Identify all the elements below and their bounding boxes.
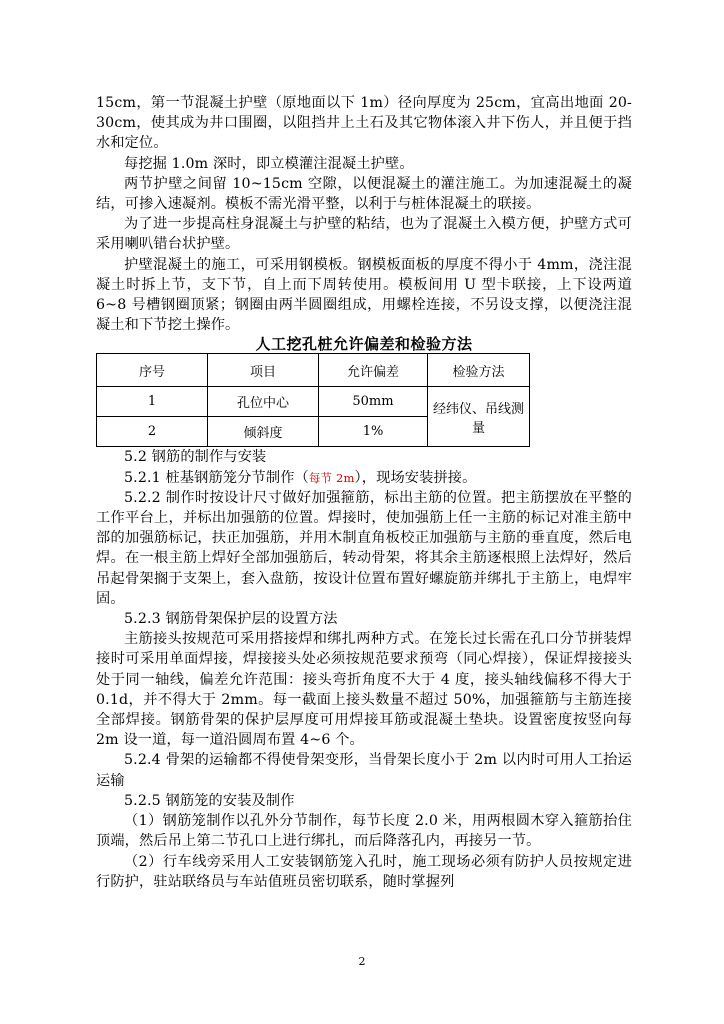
paragraph-5-2-4: 5.2.4 骨架的运输都不得使骨架变形，当骨架长度小于 2m 以内时可用人工抬运运输 [96,752,632,789]
text-5-2-1-after: ），现场安装拼接。 [354,469,477,486]
paragraph-casing-thickness: 15cm，第一节混凝土护壁（原地面以下 1m）径向厚度为 25cm，宜高出地面 20-30cm，使其成为井口围圈，以阻挡井上土石及其它物体滚入井下伤人，并且便于挡水和定位。 [96,95,632,152]
header-no: 序号 [97,354,208,387]
table-header-row [97,354,530,387]
cell-tolerance: 50mm [319,387,428,417]
header-item: 项目 [208,354,319,387]
header-method: 检验方法 [428,354,530,387]
table-row [97,387,530,417]
paragraph-bonding: 为了进一步提高柱身混凝土与护壁的粘结，也为了混凝土入模方便，护壁方式可采用喇叭错台状护壁。 [96,216,632,253]
cell-no: 2 [97,417,208,447]
paragraph-steel-formwork: 护壁混凝土的施工，可采用钢模板。钢模板面板的厚度不得小于 4mm，浇注混凝土时拆上节，支下节，自上而下周转使用。模板间用 U 型卡联接，上下设两道 6~8 号槽钢圈顶紧；钢圈由两半圆圈组成，用螺栓连接，不另设支撑，以便浇注混凝土和下节挖土操作。 [96,256,632,334]
document-page [96,93,632,892]
cell-no: 1 [97,387,208,417]
cell-tolerance: 1% [319,417,428,447]
tolerance-table [96,353,530,447]
cell-item: 倾斜度 [208,417,319,447]
section-heading-5-2: 5.2 钢筋的制作与安装 [124,449,267,466]
cell-item: 孔位中心 [208,387,319,417]
heading-5-2-3: 5.2.3 钢筋骨架保护层的设置方法 [124,611,338,628]
paragraph-casing-gap: 两节护壁之间留 10~15cm 空隙，以便混凝土的灌注施工。为加速混凝土的凝结，可掺入速凝剂。模板不需光滑平整，以利于与桩体混凝土的联接。 [96,175,632,213]
page-number: 2 [358,955,366,968]
cell-method: 经纬仪、吊线测量 [428,387,530,447]
paragraph-5-2-5-2: （2）行车线旁采用人工安装钢筋笼入孔时，施工现场必须有防护人员按规定进行防护，驻站联络员与车站值班员密切联系，随时掌握列 [96,853,632,890]
header-tolerance: 允许偏差 [319,354,428,387]
paragraph-5-2-3: 主筋接头按规范可采用搭接焊和绑扎两种方式。在笼长过长需在孔口分节拼装焊接时可采用单面焊接，焊接接头处必须按规范要求预弯（同心焊接），保证焊接接头处于同一轴线，偏差允许范围：接头弯折角度不大于 4 度，接头轴线偏移不得大于 0.1d，并不得大于 2mm。每一截面上接头数量不超过 50%，加强箍筋与主筋连接全部焊接。钢筋骨架的保护层厚度可用焊接耳筋或混凝土垫块。设置密度按竖向每 2m 设一道，每一道沿圆周布置 4~6 个。 [96,631,632,749]
red-annotation: 每节 2m [308,470,355,485]
paragraph-5-2-1 [96,468,632,488]
text-5-2-1-before: 5.2.1 桩基钢筋笼分节制作（ [124,469,309,486]
paragraph-5-2-5-1: （1）钢筋笼制作以孔外分节制作，每节长度 2.0 米，用两根圆木穿入箍筋抬住顶端，然后吊上第二节孔口上进行绑扎，而后降落孔内，再接另一节。 [96,813,632,850]
paragraph-5-2-2: 5.2.2 制作时按设计尺寸做好加强箍筋，标出主筋的位置。把主筋摆放在平整的工作平台上，并标出加强筋的位置。焊接时，使加强筋上任一主筋的标记对准主筋中部的加强筋标记，扶正加强筋，并用木制直角板校正加强筋与主筋的垂直度，然后电焊。在一根主筋上焊好全部加强筋后，转动骨架，将其余主筋逐根照上法焊好，然后吊起骨架搁于支架上，套入盘筋，按设计位置布置好螺旋筋并绑扎于主筋上，电焊牢固。 [96,489,632,607]
table-title: 人工挖孔桩允许偏差和检验方法 [255,335,473,354]
paragraph-excavation-depth: 每挖掘 1.0m 深时，即立模灌注混凝土护壁。 [124,155,414,172]
heading-5-2-5: 5.2.5 钢筋笼的安装及制作 [124,792,295,809]
